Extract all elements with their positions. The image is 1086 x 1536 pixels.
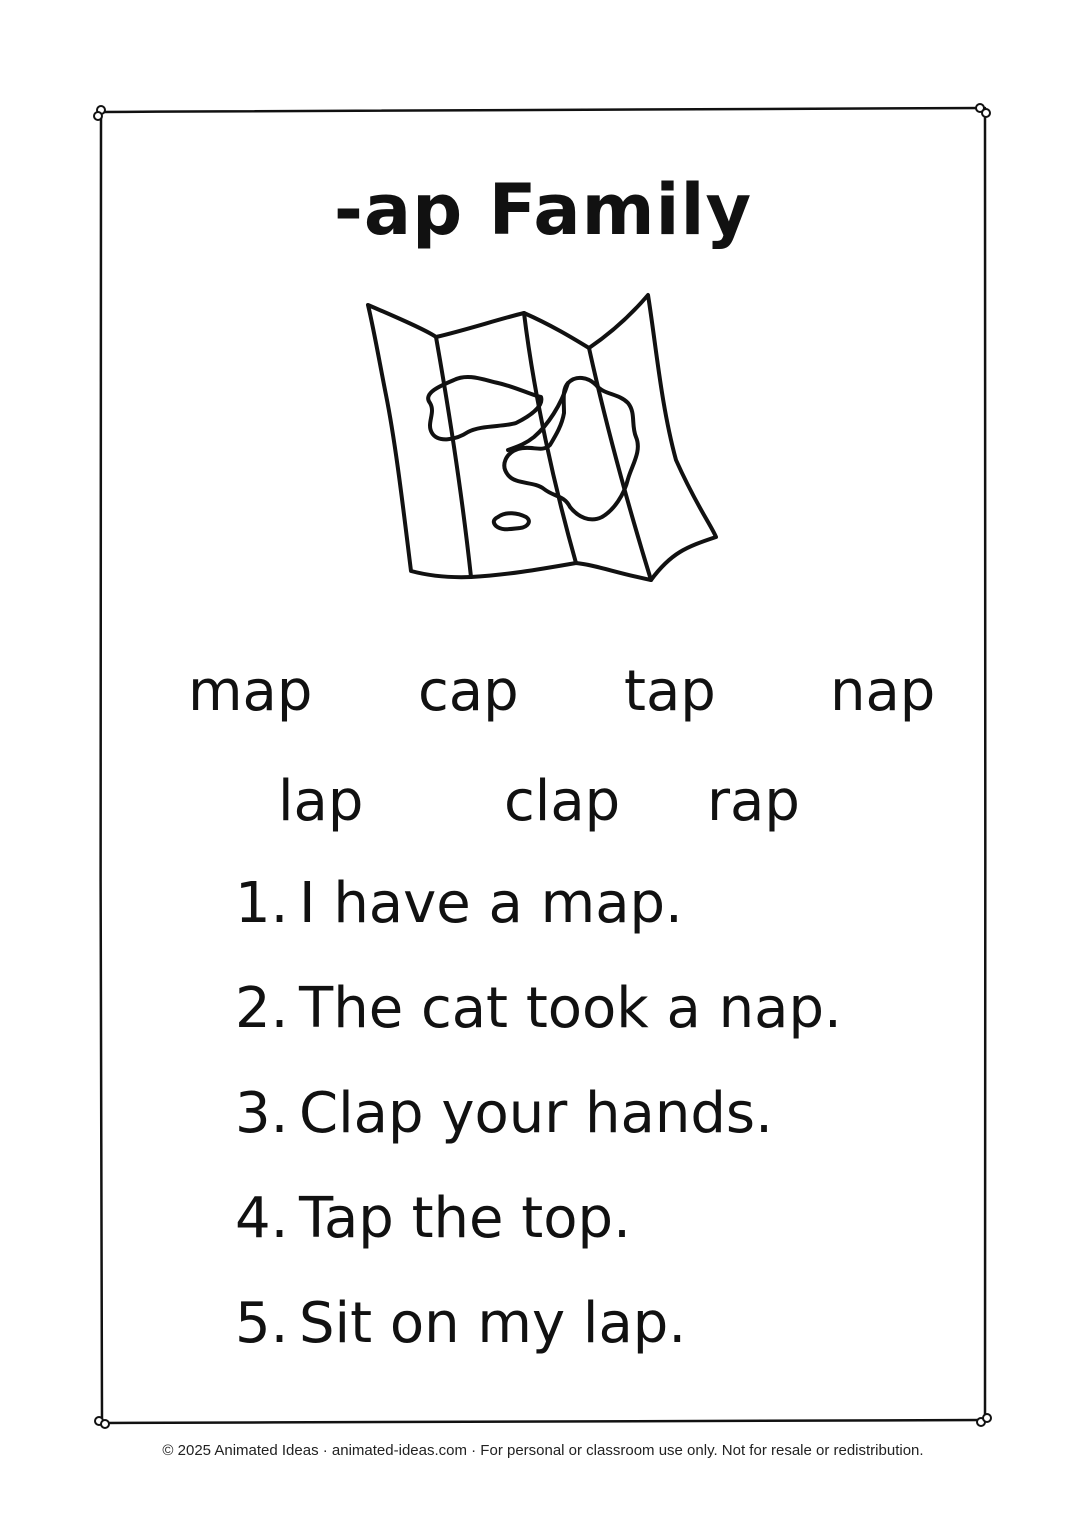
- copyright-footer: © 2025 Animated Ideas · animated-ideas.com · For personal or classroom use only. Not for resale or redistribution.: [162, 1442, 924, 1459]
- sentence-item: [235, 1082, 842, 1187]
- sentence-text: Sit on my lap.: [299, 1291, 687, 1356]
- word-rap: rap: [707, 769, 800, 834]
- sentence-item: [235, 872, 842, 977]
- sentence-item: [235, 977, 842, 1082]
- sentence-number: 2.: [235, 976, 289, 1041]
- sentence-text: Tap the top.: [299, 1186, 631, 1251]
- sentence-number: 3.: [235, 1081, 289, 1146]
- sentence-number: 5.: [235, 1291, 289, 1356]
- sentence-item: [235, 1292, 842, 1397]
- sentence-text: The cat took a nap.: [299, 976, 842, 1041]
- sentence-number: 1.: [235, 871, 289, 936]
- page-title: -ap Family: [333, 169, 753, 251]
- word-cap: cap: [418, 659, 519, 724]
- word-clap: clap: [504, 769, 621, 834]
- sentence-text: I have a map.: [299, 871, 683, 936]
- word-map: map: [188, 659, 313, 724]
- sentence-item: [235, 1187, 842, 1292]
- map-illustration: [356, 285, 736, 590]
- sentence-list: [235, 872, 842, 1397]
- word-tap: tap: [624, 659, 716, 724]
- sentence-text: Clap your hands.: [299, 1081, 773, 1146]
- sentence-number: 4.: [235, 1186, 289, 1251]
- word-lap: lap: [278, 769, 364, 834]
- word-nap: nap: [830, 659, 936, 724]
